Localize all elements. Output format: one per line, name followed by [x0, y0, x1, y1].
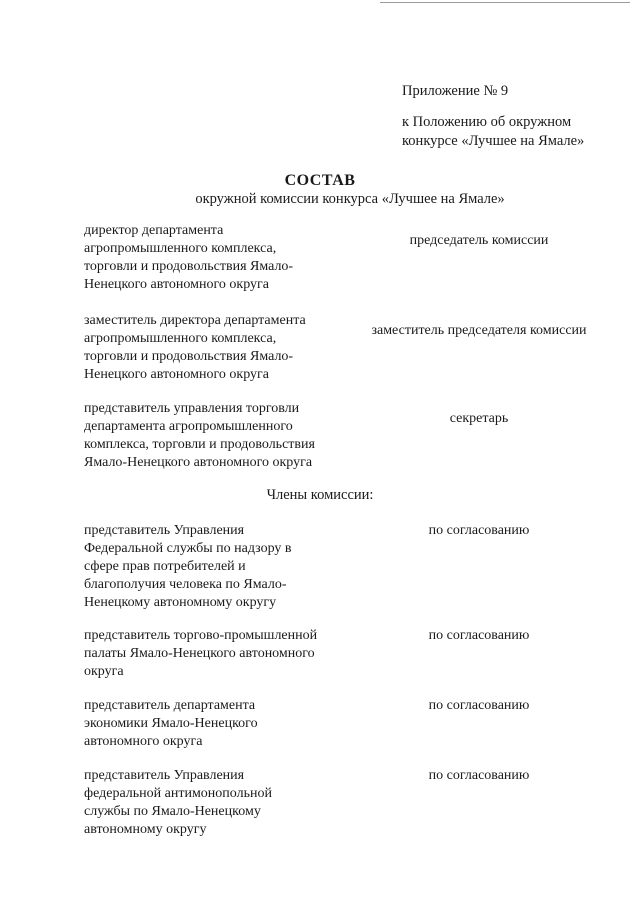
leadership-role: председатель комиссии — [409, 233, 549, 248]
leadership-role: секретарь — [449, 411, 509, 426]
document-title: СОСТАВ — [284, 172, 356, 189]
member-role: по согласованию — [428, 628, 530, 643]
member-role: по согласованию — [428, 768, 530, 783]
member-position: представитель департамента экономики Ямало-Ненецкого автономного округа — [84, 698, 258, 749]
leadership-position: директор департамента агропромышленного комплекса, торговли и продовольствия Ямало- Ненецкого автономного округа — [84, 223, 294, 292]
appendix-number: Приложение № 9 — [402, 83, 509, 99]
appendix-block — [402, 82, 584, 151]
appendix-reference-line-1: к Положению об окружном — [402, 114, 572, 130]
document-subtitle: окружной комиссии конкурса «Лучшее на Ямале» — [195, 191, 505, 207]
member-role: по согласованию — [428, 523, 530, 538]
member-position: представитель Управления федеральной антимонопольной службы по Ямало-Ненецкому автономному округу — [84, 768, 272, 837]
leadership-position: заместитель директора департамента агропромышленного комплекса, торговли и продовольствия Ямало- Ненецкого автономного округа — [84, 313, 306, 382]
member-position: представитель торгово-промышленной палаты Ямало-Ненецкого автономного округа — [84, 628, 318, 679]
top-rule-line — [380, 2, 630, 3]
member-role: по согласованию — [428, 698, 530, 713]
appendix-reference-line-2: конкурсе «Лучшее на Ямале» — [402, 133, 585, 149]
leadership-role: заместитель председателя комиссии — [371, 323, 587, 338]
members-heading: Члены комиссии: — [266, 487, 374, 503]
leadership-position: представитель управления торговли департамента агропромышленного комплекса, торговли и продовольствия Ямало-Ненецкого автономного округа — [84, 401, 315, 470]
member-position: представитель Управления Федеральной службы по надзору в сфере прав потребителей и благополучия человека по Ямало- Ненецкому автономному округу — [84, 523, 292, 610]
